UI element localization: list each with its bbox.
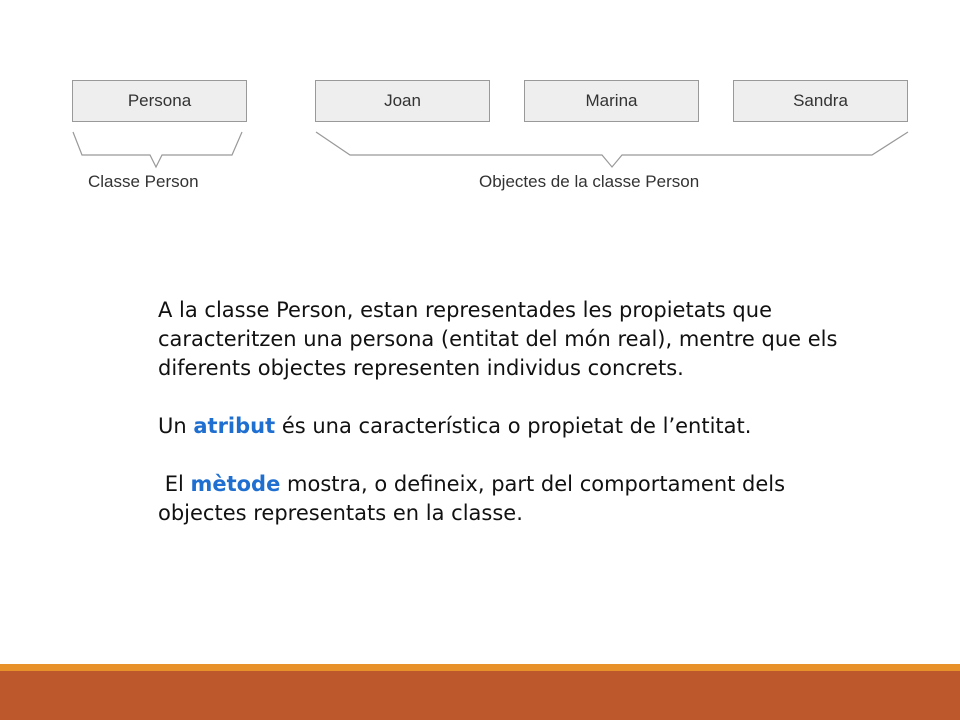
class-caption: Classe Person <box>88 172 199 191</box>
object-box-joan: Joan <box>315 80 490 122</box>
term-attribute: atribut <box>193 414 276 438</box>
object-box-sandra: Sandra <box>733 80 908 122</box>
para3-before: El <box>158 472 191 496</box>
paragraph-method <box>158 470 878 528</box>
objects-brace <box>316 132 908 167</box>
class-box-persona: Persona <box>72 80 247 122</box>
object-box-marina: Marina <box>524 80 699 122</box>
brace-lines <box>0 0 960 200</box>
paragraph-class-vs-objects: A la classe Person, estan representades les propietats que caracteritzen una persona (entitat del món real), mentre que els diferents objectes representen individus concrets. <box>158 298 838 380</box>
para3-after: mostra, o defineix, part del comportament dels objectes representats en la classe. <box>158 472 792 525</box>
class-brace <box>73 132 242 167</box>
explanation-text <box>158 296 878 528</box>
para2-before: Un <box>158 414 194 438</box>
paragraph-attribute <box>158 412 878 441</box>
objects-caption: Objectes de la classe Person <box>479 172 700 191</box>
term-method: mètode <box>190 472 281 496</box>
para2-after: és una característica o propietat de l’entitat. <box>275 414 752 438</box>
footer-stripe <box>0 664 960 671</box>
footer-band <box>0 671 960 720</box>
